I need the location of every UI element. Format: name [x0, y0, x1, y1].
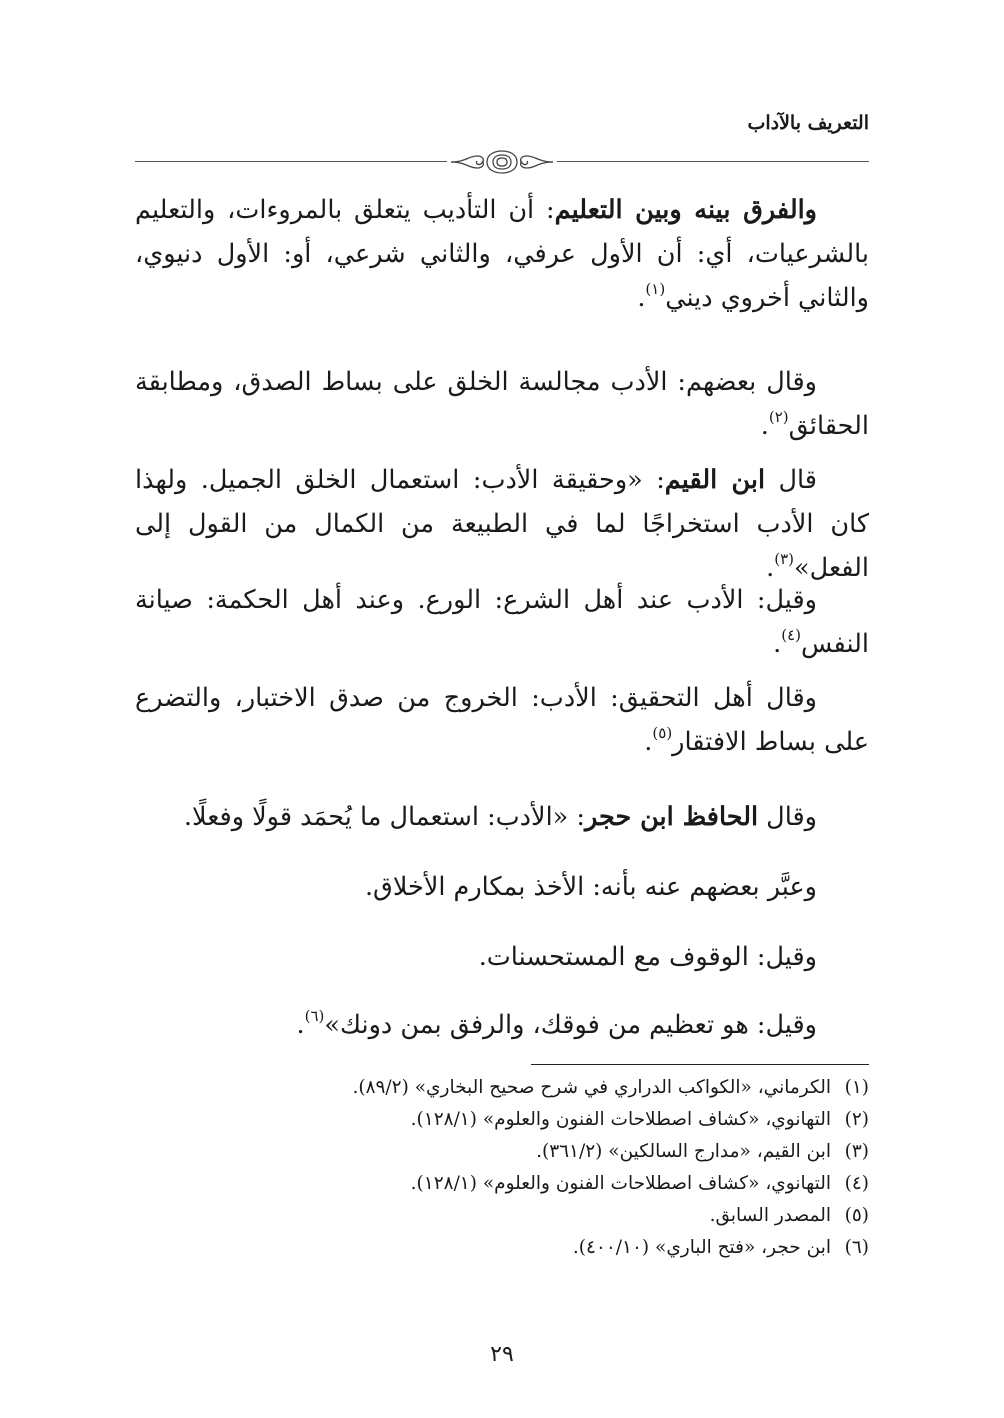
- footnote-ref-6[interactable]: (٦): [304, 1007, 325, 1025]
- footnotes: [135, 1072, 869, 1264]
- paragraph-1: والفرق بينه وبين التعليم: أن التأديب يتعلق بالمروءات، والتعليم بالشرعيات، أي: أن الأول عرفي، والثاني شرعي، أو: الأول دنيوي، والثاني أخروي ديني$^{(١)}$.: [135, 195, 869, 313]
- footnote-3: (٣)ابن القيم، «مدارج السالكين» (٣٦١/٢).: [536, 1141, 869, 1162]
- paragraph-4: وقيل: الأدب عند أهل الشرع: الورع. وعند أهل الحكمة: صيانة النفس$^{(٤)}$.: [135, 585, 869, 659]
- bold-term: والفرق بينه وبين التعليم: [554, 195, 817, 225]
- footnote-ref-1[interactable]: (١): [645, 280, 666, 298]
- paragraph-3: قال ابن القيم: «وحقيقة الأدب: استعمال الخلق الجميل. ولهذا كان الأدب استخراجًا لما في الطبيعة من الكمال من القول إلى الفعل»$^{(٣)}$.: [135, 465, 869, 583]
- footnote-separator: [531, 1064, 869, 1065]
- footnote-1: (١)الكرماني، «الكواكب الدراري في شرح صحيح البخاري» (٨٩/٢).: [352, 1077, 869, 1098]
- footnote-6: (٦)ابن حجر، «فتح الباري» (٤٠٠/١٠).: [572, 1237, 869, 1258]
- bold-name: ابن القيم: [664, 465, 766, 495]
- header-divider: [135, 148, 869, 176]
- running-header: التعريف بالآداب: [747, 112, 869, 134]
- paragraph-8: وقيل: الوقوف مع المستحسنات.: [478, 942, 817, 972]
- footnote-ref-4[interactable]: (٤): [781, 626, 802, 644]
- footnote-ref-3[interactable]: (٣): [774, 550, 795, 568]
- footnote-5: (٥)المصدر السابق.: [709, 1205, 869, 1226]
- paragraph-9: وقيل: هو تعظيم من فوقك، والرفق بمن دونك»$^{(٦)}$.: [296, 1007, 817, 1040]
- bold-name: الحافظ ابن حجر: [584, 802, 759, 832]
- footnote-2: (٢)التهانوي، «كشاف اصطلاحات الفنون والعلوم» (١٢٨/١).: [410, 1109, 869, 1130]
- paragraph-6: وقال الحافظ ابن حجر: «الأدب: استعمال ما يُحمَد قولًا وفعلًا.: [183, 802, 817, 832]
- page-number: ٢٩: [490, 1342, 514, 1367]
- paragraph-2: وقال بعضهم: الأدب مجالسة الخلق على بساط الصدق، ومطابقة الحقائق$^{(٢)}$.: [135, 367, 869, 441]
- ornament-icon: [447, 148, 557, 176]
- paragraph-7: وعبَّر بعضهم عنه بأنه: الأخذ بمكارم الأخلاق.: [364, 872, 817, 902]
- footnote-4: (٤)التهانوي، «كشاف اصطلاحات الفنون والعلوم» (١٢٨/١).: [410, 1173, 869, 1194]
- footnote-ref-2[interactable]: (٢): [768, 408, 789, 426]
- footnote-ref-5[interactable]: (٥): [652, 724, 673, 742]
- paragraph-5: وقال أهل التحقيق: الأدب: الخروج من صدق الاختبار، والتضرع على بساط الافتقار$^{(٥)}$.: [135, 683, 869, 757]
